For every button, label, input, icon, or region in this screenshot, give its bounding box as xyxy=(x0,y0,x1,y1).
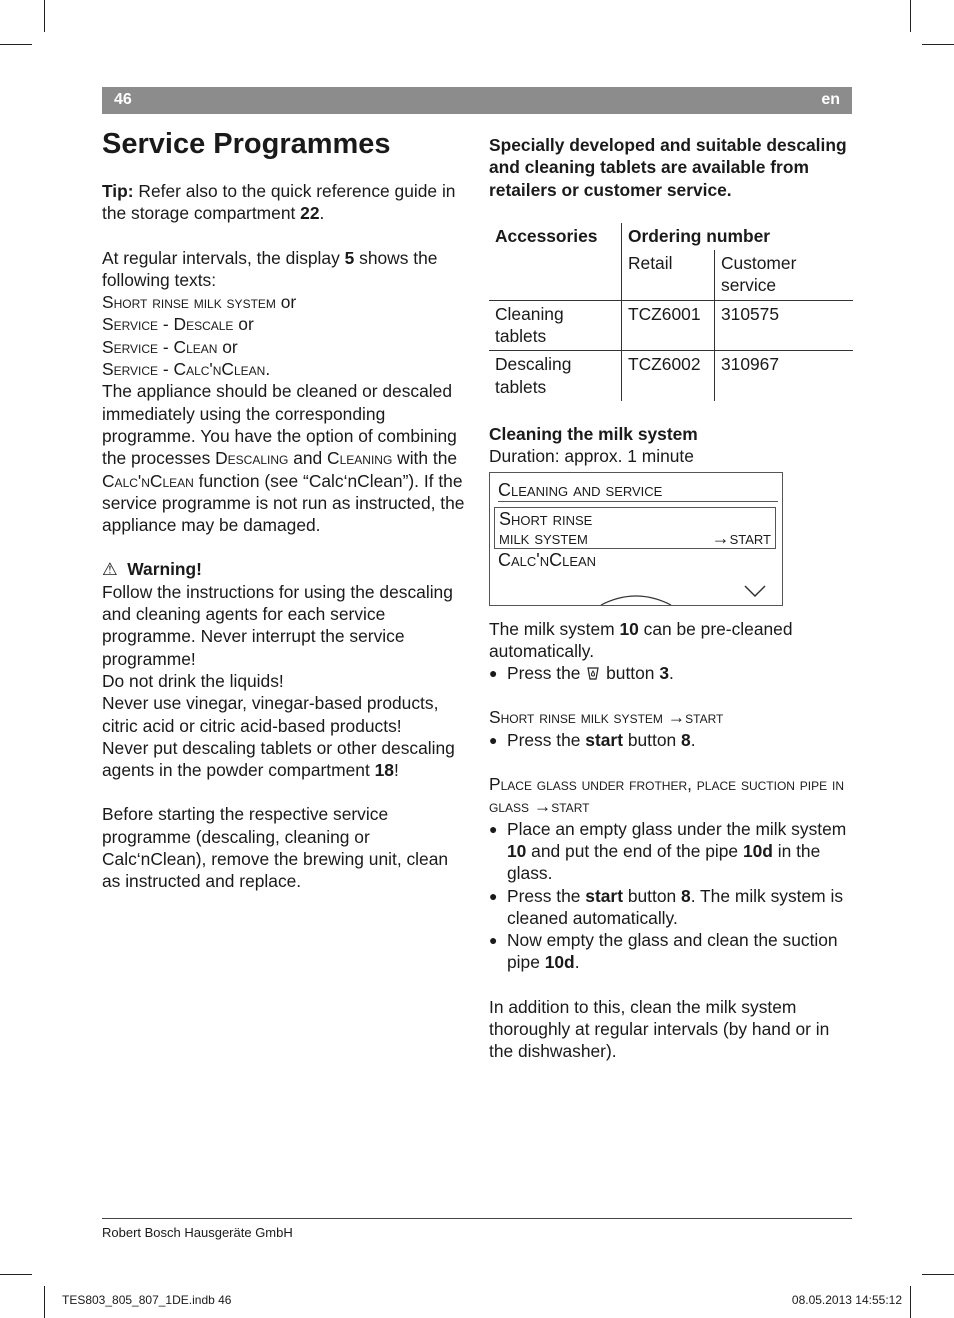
brewing-unit-paragraph: Before starting the respective service programme (descaling, cleaning or Calc‘nClean), remove the brewing unit, clean as instructed and replace. xyxy=(102,804,449,892)
display-message xyxy=(102,291,468,313)
crop-mark xyxy=(922,44,954,45)
tip-ref: 22 xyxy=(300,203,320,224)
bullet-text: button xyxy=(623,885,682,906)
col-header-customer: Customer service xyxy=(715,250,854,300)
press-ref: 3 xyxy=(659,663,669,684)
step-place-glass: Place glass under frother, place suction pipe in glass →start xyxy=(489,774,844,817)
intro-text: At regular intervals, the display xyxy=(102,247,345,268)
bullet-ref: 8 xyxy=(681,885,691,906)
chevron-down-icon xyxy=(744,585,766,597)
warning-label: Warning! xyxy=(127,559,202,580)
display-message xyxy=(102,313,468,335)
display-sel-line2: milk system xyxy=(499,527,588,548)
combine-text: function (see “Calc‘nClean”). If the service programme is not run as instructed, the appliance may be damaged. xyxy=(102,470,465,536)
col-header-retail: Retail xyxy=(622,250,715,300)
combine-text: with the xyxy=(392,448,458,469)
warning-text: Follow the instructions for using the descaling and cleaning agents for each service programme. Never interrupt the service programme! xyxy=(102,581,453,669)
bullet-text: Press the xyxy=(507,885,586,906)
precleaned-ref: 10 xyxy=(619,618,639,639)
combine-paragraph xyxy=(102,380,468,536)
cell-retail: TCZ6002 xyxy=(622,351,715,401)
intro-text-end: shows the following texts: xyxy=(102,247,438,290)
dot: . xyxy=(690,729,696,750)
crop-mark xyxy=(0,44,32,45)
cell-retail: TCZ6001 xyxy=(622,300,715,351)
bullet-ref: 10d xyxy=(544,952,575,973)
warning-text: Do not drink the liquids! xyxy=(102,670,284,691)
precleaned-text xyxy=(489,618,853,663)
msg-clean: Service - Clean xyxy=(102,336,218,357)
list-item xyxy=(489,818,853,885)
display-line-calcnclean: Calc'nClean xyxy=(498,549,597,570)
msg-calcnclean: Service - Calc'nClean xyxy=(102,359,266,380)
warning-ref: 18 xyxy=(374,760,394,781)
period-text: . xyxy=(265,359,271,380)
step-short-rinse: Short rinse milk system →start xyxy=(489,707,724,728)
display-illustration xyxy=(489,472,783,606)
tip-paragraph xyxy=(102,180,468,225)
company-name: Robert Bosch Hausgeräte GmbH xyxy=(102,1225,293,1240)
table-row xyxy=(489,300,853,351)
bullet-ref: 10 xyxy=(507,840,527,861)
display-start-arrow: →start xyxy=(711,527,771,548)
intro-ref: 5 xyxy=(344,247,355,268)
or-text: or xyxy=(217,336,238,357)
cell-customer: 310575 xyxy=(715,300,854,351)
warning-text-end: ! xyxy=(393,760,399,781)
combine-text: The appliance should be cleaned or descaled immediately using the corresponding programme. You have the option of combining the processes xyxy=(102,381,457,469)
calcnclean-term: Calc'nClean xyxy=(102,470,194,491)
descaling-term: Descaling xyxy=(215,448,289,469)
start-word: start xyxy=(585,729,623,750)
page-number: 46 xyxy=(114,91,132,108)
list-item xyxy=(489,929,853,974)
precleaned-end: can be pre-cleaned automatically. xyxy=(489,618,793,661)
bullet-text: Now empty the glass and clean the suction pipe xyxy=(507,930,838,973)
display-sel-line1: Short rinse xyxy=(499,508,593,529)
tip-text: Refer also to the quick reference guide in the storage compartment xyxy=(102,181,456,224)
and-text: and xyxy=(288,448,328,469)
col-header-ordering: Ordering number xyxy=(622,223,854,250)
display-line-cleaning: Cleaning and service xyxy=(498,479,778,502)
or-text: or xyxy=(275,292,297,313)
warning-text-part: Never put descaling tablets or other descaling agents in the powder compartment xyxy=(102,737,455,781)
bullet-ref: 10d xyxy=(742,840,773,861)
msg-descale: Service - Descale xyxy=(102,314,234,335)
intro-paragraph xyxy=(102,247,468,292)
milk-rinse-icon xyxy=(585,665,601,681)
precleaned-part: The milk system xyxy=(489,618,620,639)
display-message xyxy=(102,336,468,358)
list-item xyxy=(489,662,853,684)
bullet-text: and put the end of the pipe xyxy=(526,840,743,861)
msg-short-rinse: Short rinse milk system xyxy=(102,292,276,313)
milk-heading-text: Cleaning the milk system xyxy=(489,423,698,444)
warning-heading xyxy=(102,558,468,580)
cell-item: Descaling tablets xyxy=(495,354,572,397)
list-item xyxy=(489,885,853,930)
tip-label: Tip: xyxy=(102,181,134,201)
date-slug: 08.05.2013 14:55:12 xyxy=(791,1293,902,1307)
crop-mark xyxy=(922,1274,954,1275)
tablets-intro-text: Specially developed and suitable descaling and cleaning tablets are available from retailers or customer service. xyxy=(489,135,847,200)
warning-icon: ⚠ xyxy=(102,559,118,580)
dot: . xyxy=(668,663,674,684)
page-footer xyxy=(102,1218,852,1240)
or-text: or xyxy=(233,314,254,335)
right-column xyxy=(489,134,853,1063)
dot: . xyxy=(574,952,580,973)
tablets-intro xyxy=(489,134,853,201)
table-row xyxy=(489,351,853,401)
crop-mark xyxy=(44,1286,45,1318)
cell-customer: 310967 xyxy=(715,351,854,401)
page-title: Service Programmes xyxy=(102,128,391,160)
cleaning-term: Cleaning xyxy=(327,448,393,469)
warning-text: Never use vinegar, vinegar-based products, citric acid or citric acid-based products! xyxy=(102,693,439,736)
accessories-table xyxy=(489,223,853,401)
crop-mark xyxy=(0,1274,32,1275)
bullet-text: in the glass. xyxy=(507,840,821,884)
display-selected-item xyxy=(494,507,776,549)
press-text: Press the xyxy=(507,729,586,750)
bullet-text: . The milk system is cleaned automatically. xyxy=(507,885,844,928)
final-paragraph: In addition to this, clean the milk system thoroughly at regular intervals (by hand or in the dishwasher). xyxy=(489,996,830,1062)
crop-mark xyxy=(910,1286,911,1318)
warning-text xyxy=(102,737,468,782)
crop-mark xyxy=(910,0,911,32)
list-item xyxy=(489,729,853,751)
crop-mark xyxy=(44,0,45,32)
start-word: start xyxy=(585,885,623,906)
duration-text: Duration: approx. 1 minute xyxy=(489,446,694,467)
press-text: button xyxy=(601,663,660,684)
language-code: en xyxy=(821,91,840,108)
press-text: button xyxy=(623,729,682,750)
rotary-knob-arc-icon xyxy=(600,595,672,605)
cell-item: Cleaning tablets xyxy=(489,300,622,351)
page-header-bar xyxy=(102,87,852,114)
file-slug: TES803_805_807_1DE.indb 46 xyxy=(62,1293,232,1307)
press-text: Press the xyxy=(507,663,586,684)
bullet-text: Place an empty glass under the milk system xyxy=(507,818,847,839)
left-column xyxy=(102,180,468,893)
press-ref: 8 xyxy=(681,729,691,750)
tip-end: . xyxy=(319,203,325,224)
display-message xyxy=(102,358,468,380)
milk-heading xyxy=(489,423,853,445)
col-header-accessories: Accessories xyxy=(495,225,598,246)
